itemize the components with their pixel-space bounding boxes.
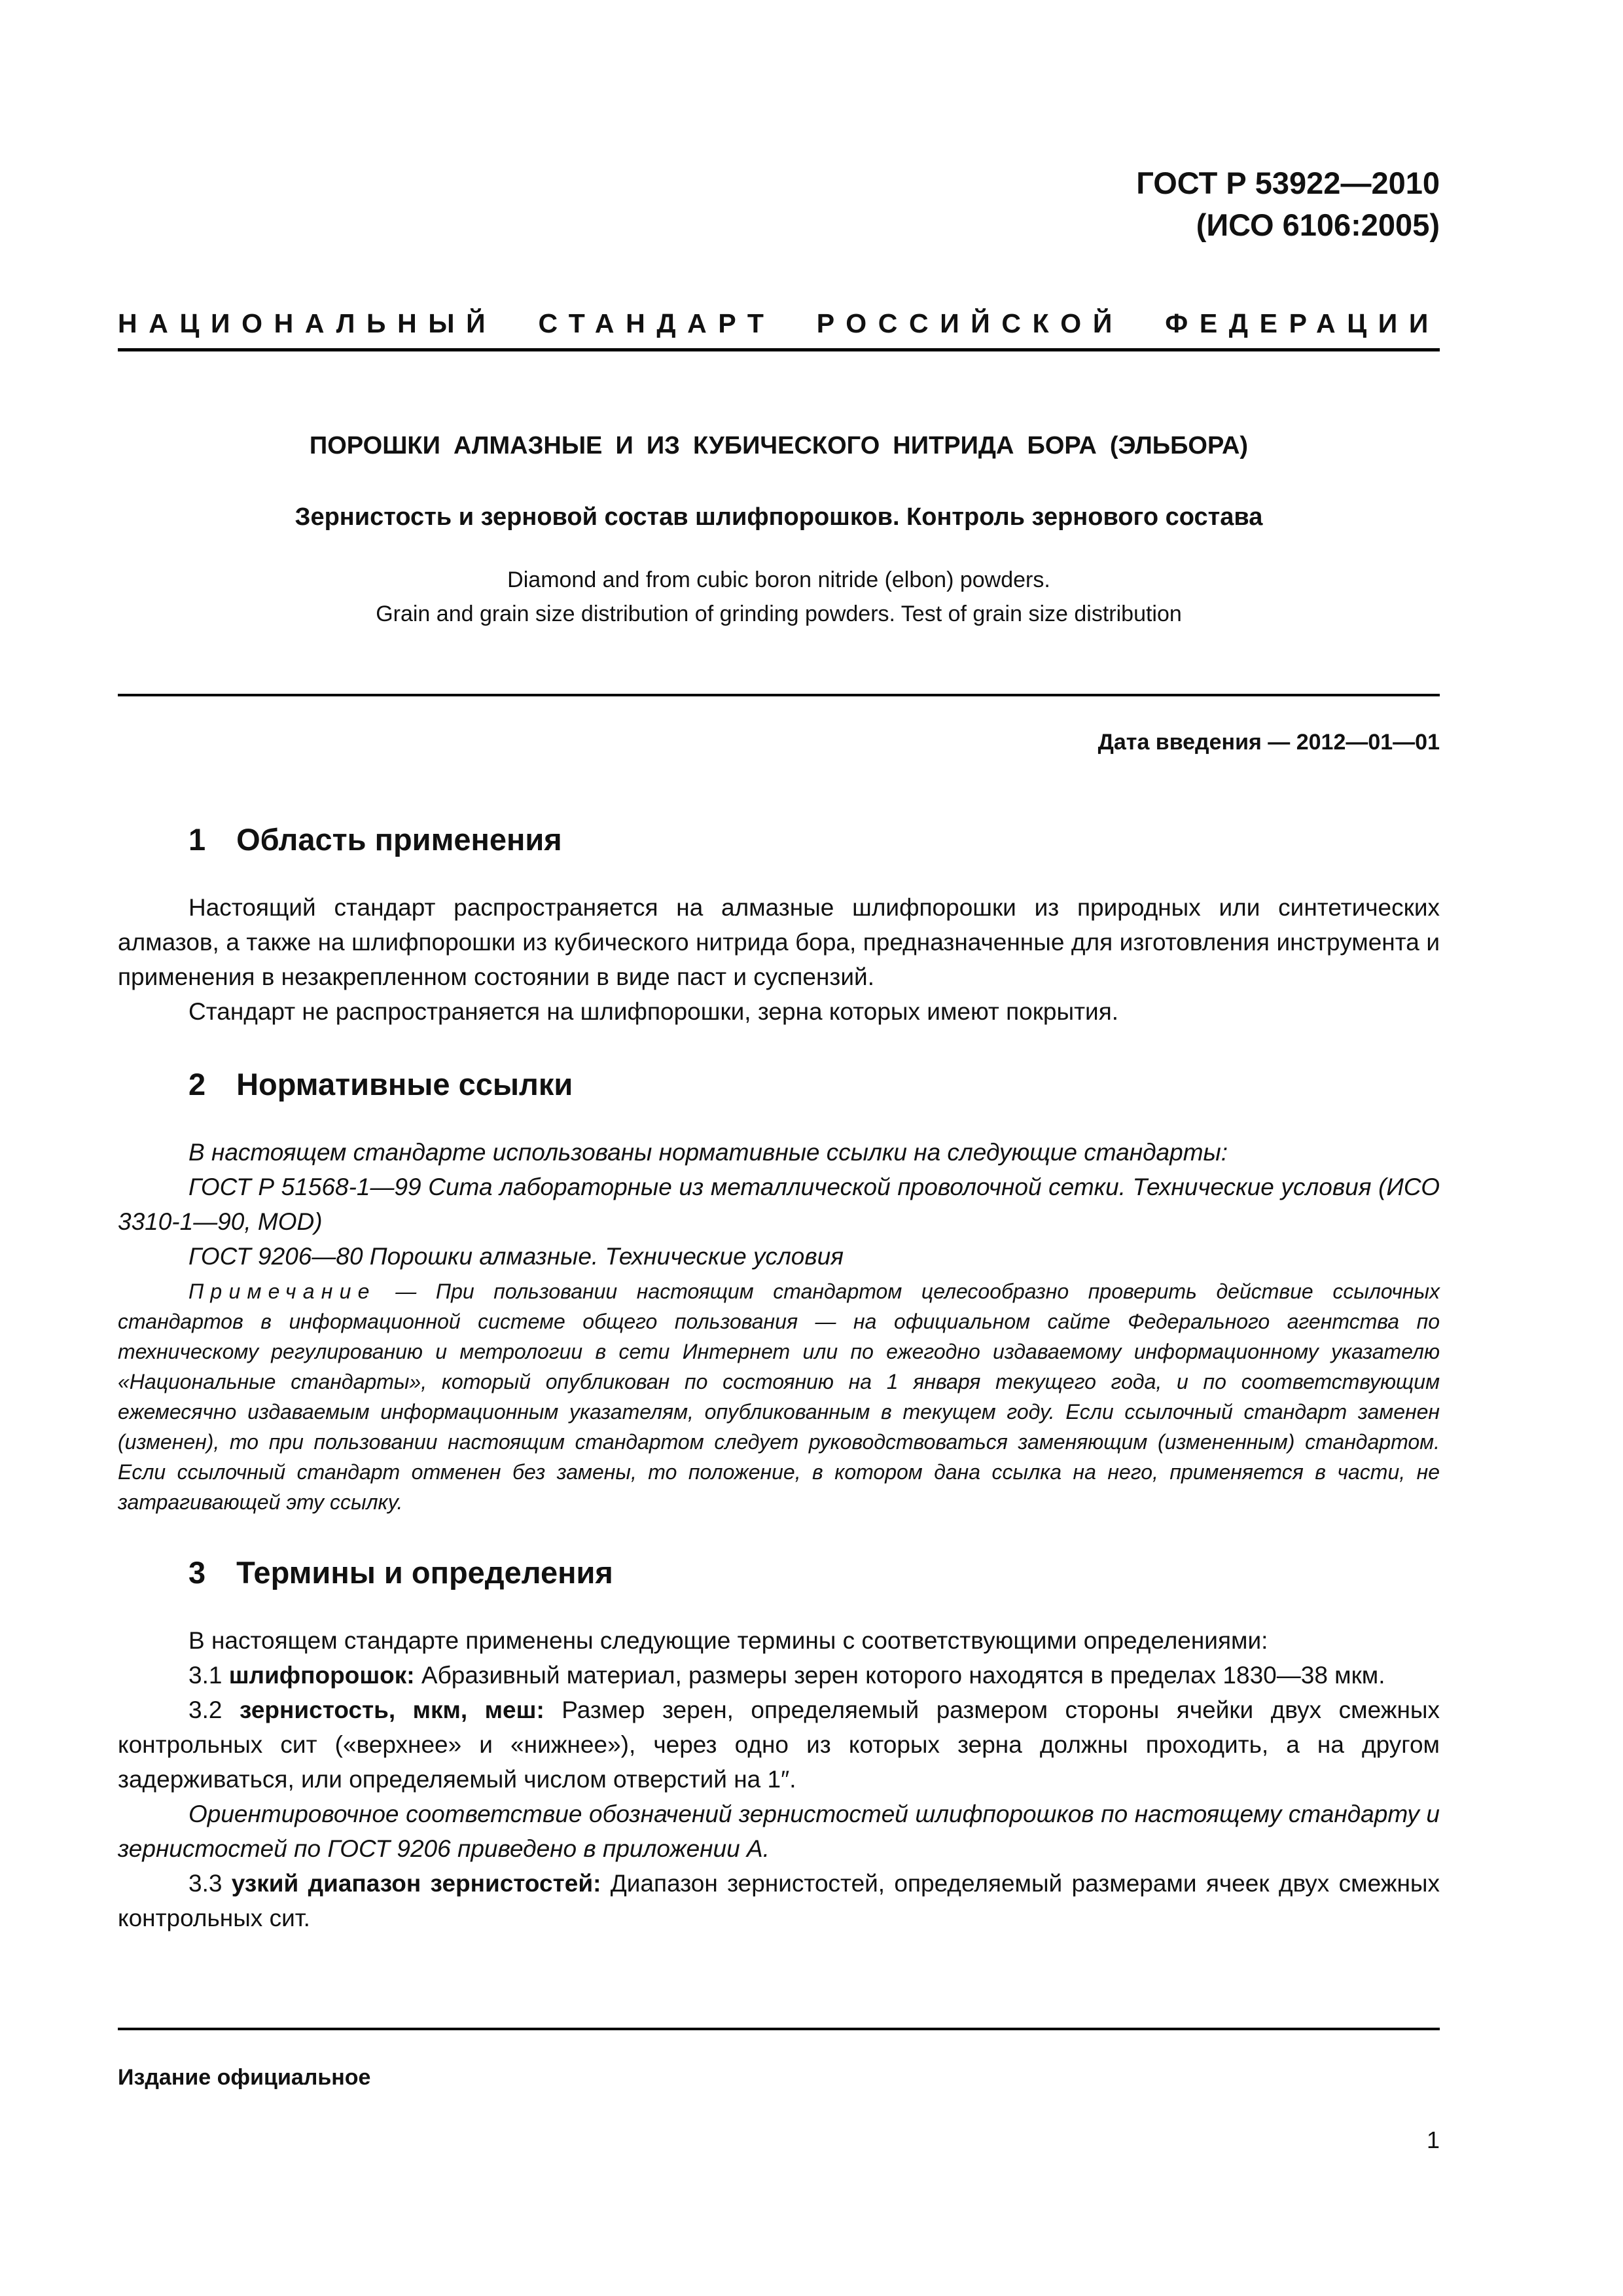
section-heading bbox=[118, 1063, 1440, 1106]
document-id bbox=[851, 162, 1440, 246]
term: зернистость, мкм, меш: bbox=[239, 1696, 544, 1723]
term: шлифпорошок: bbox=[228, 1662, 415, 1689]
definition: Абразивный материал, размеры зерен которого находятся в пределах 1830—38 мкм. bbox=[414, 1662, 1385, 1689]
term-number: 3.2 bbox=[188, 1696, 240, 1723]
doc-number: ГОСТ Р 53922—2010 bbox=[1136, 166, 1440, 200]
term-definition bbox=[118, 1693, 1440, 1797]
document-title: ПОРОШКИ АЛМАЗНЫЕ И ИЗ КУБИЧЕСКОГО НИТРИДА БОРА (ЭЛЬБОРА) bbox=[309, 432, 1249, 459]
section-title: Термины и определения bbox=[236, 1555, 613, 1590]
term: узкий диапазон зернистостей: bbox=[231, 1870, 601, 1897]
term-number: 3.1 bbox=[188, 1662, 229, 1689]
english-title bbox=[118, 563, 1440, 631]
standard-banner: НАЦИОНАЛЬНЫЙ СТАНДАРТ РОССИЙСКОЙ ФЕДЕРАЦИИ bbox=[118, 308, 1440, 338]
title-rule bbox=[118, 694, 1440, 696]
section-title: Нормативные ссылки bbox=[236, 1067, 573, 1102]
paragraph: Настоящий стандарт распространяется на алмазные шлифпорошки из природных или синтетических алмазов, а также на шлифпорошки из кубического нитрида бора, предназначенные для изготовления инструмента и применения в незакрепленном состоянии в виде паст и суспензий. bbox=[118, 894, 1440, 990]
document-subtitle: Зернистость и зерновой состав шлифпорошков. Контроль зернового состава bbox=[294, 503, 1263, 531]
page-number: 1 bbox=[1426, 2126, 1440, 2153]
note bbox=[118, 1276, 1440, 1517]
note-text: — При пользовании настоящим стандартом целесообразно проверить действие ссылочных стандартов в информационной системе общего пользования — на официальном сайте Федерального агентства по техническому регулированию и метрологии в сети Интернет или по ежегодно издаваемому информационному указателю «Национальные стандарты», который опубликован по состоянию на 1 января текущего года, и по соответствующим ежемесячно издаваемым информационным указателям, опубликованным в текущем году. Если ссылочный стандарт заменен (изменен), то при пользовании настоящим стандартом следует руководствоваться заменяющим (измененным) стандартом. Если ссылочный стандарт отменен без замены, то положение, в котором дана ссылка на него, применяется в части, не затрагивающей эту ссылку. bbox=[118, 1280, 1440, 1514]
term-definition bbox=[118, 1658, 1440, 1693]
footer-rule bbox=[118, 2028, 1440, 2030]
banner-rule bbox=[118, 348, 1440, 351]
paragraph: Стандарт не распространяется на шлифпорошки, зерна которых имеют покрытия. bbox=[188, 998, 1119, 1025]
term-definition bbox=[118, 1866, 1440, 1935]
section-heading bbox=[118, 818, 1440, 861]
introduction-date: Дата введения — 2012—01—01 bbox=[1097, 730, 1440, 755]
document-body bbox=[118, 818, 1440, 1935]
paragraph: В настоящем стандарте использованы нормативные ссылки на следующие стандарты: bbox=[188, 1139, 1228, 1166]
section-number: 3 bbox=[188, 1555, 206, 1590]
iso-reference: (ИСО 6106:2005) bbox=[1196, 207, 1440, 242]
section-number: 2 bbox=[188, 1067, 206, 1102]
section-heading bbox=[118, 1551, 1440, 1594]
section-number: 1 bbox=[188, 822, 206, 857]
term-number: 3.3 bbox=[188, 1870, 232, 1897]
official-edition-label: Издание официальное bbox=[118, 2065, 371, 2090]
section-title: Область применения bbox=[236, 822, 562, 857]
definition: Размер зерен, определяемый размером стороны ячейки двух смежных контрольных сит («верхнее» и «нижнее»), через одно из которых зерна должны проходить, а на другом задерживаться, или определяемый числом отверстий на 1″. bbox=[118, 1696, 1440, 1793]
english-title-line: Grain and grain size distribution of grinding powders. Test of grain size distribution bbox=[376, 601, 1182, 626]
normative-reference: ГОСТ Р 51568-1—99 Сита лабораторные из металлической проволочной сетки. Технические условия (ИСО 3310-1—90, MOD) bbox=[118, 1174, 1440, 1235]
definition: Диапазон зернистостей, определяемый размерами ячеек двух смежных контрольных сит. bbox=[118, 1870, 1440, 1931]
note-label: Примечание bbox=[188, 1280, 376, 1303]
paragraph: В настоящем стандарте применены следующие термины с соответствующими определениями: bbox=[188, 1627, 1268, 1654]
normative-reference: ГОСТ 9206—80 Порошки алмазные. Технические условия bbox=[188, 1243, 844, 1270]
term-note: Ориентировочное соответствие обозначений зернистостей шлифпорошков по настоящему стандарту и зернистостей по ГОСТ 9206 приведено в приложении А. bbox=[118, 1801, 1440, 1862]
english-title-line: Diamond and from cubic boron nitride (elbon) powders. bbox=[507, 567, 1050, 592]
